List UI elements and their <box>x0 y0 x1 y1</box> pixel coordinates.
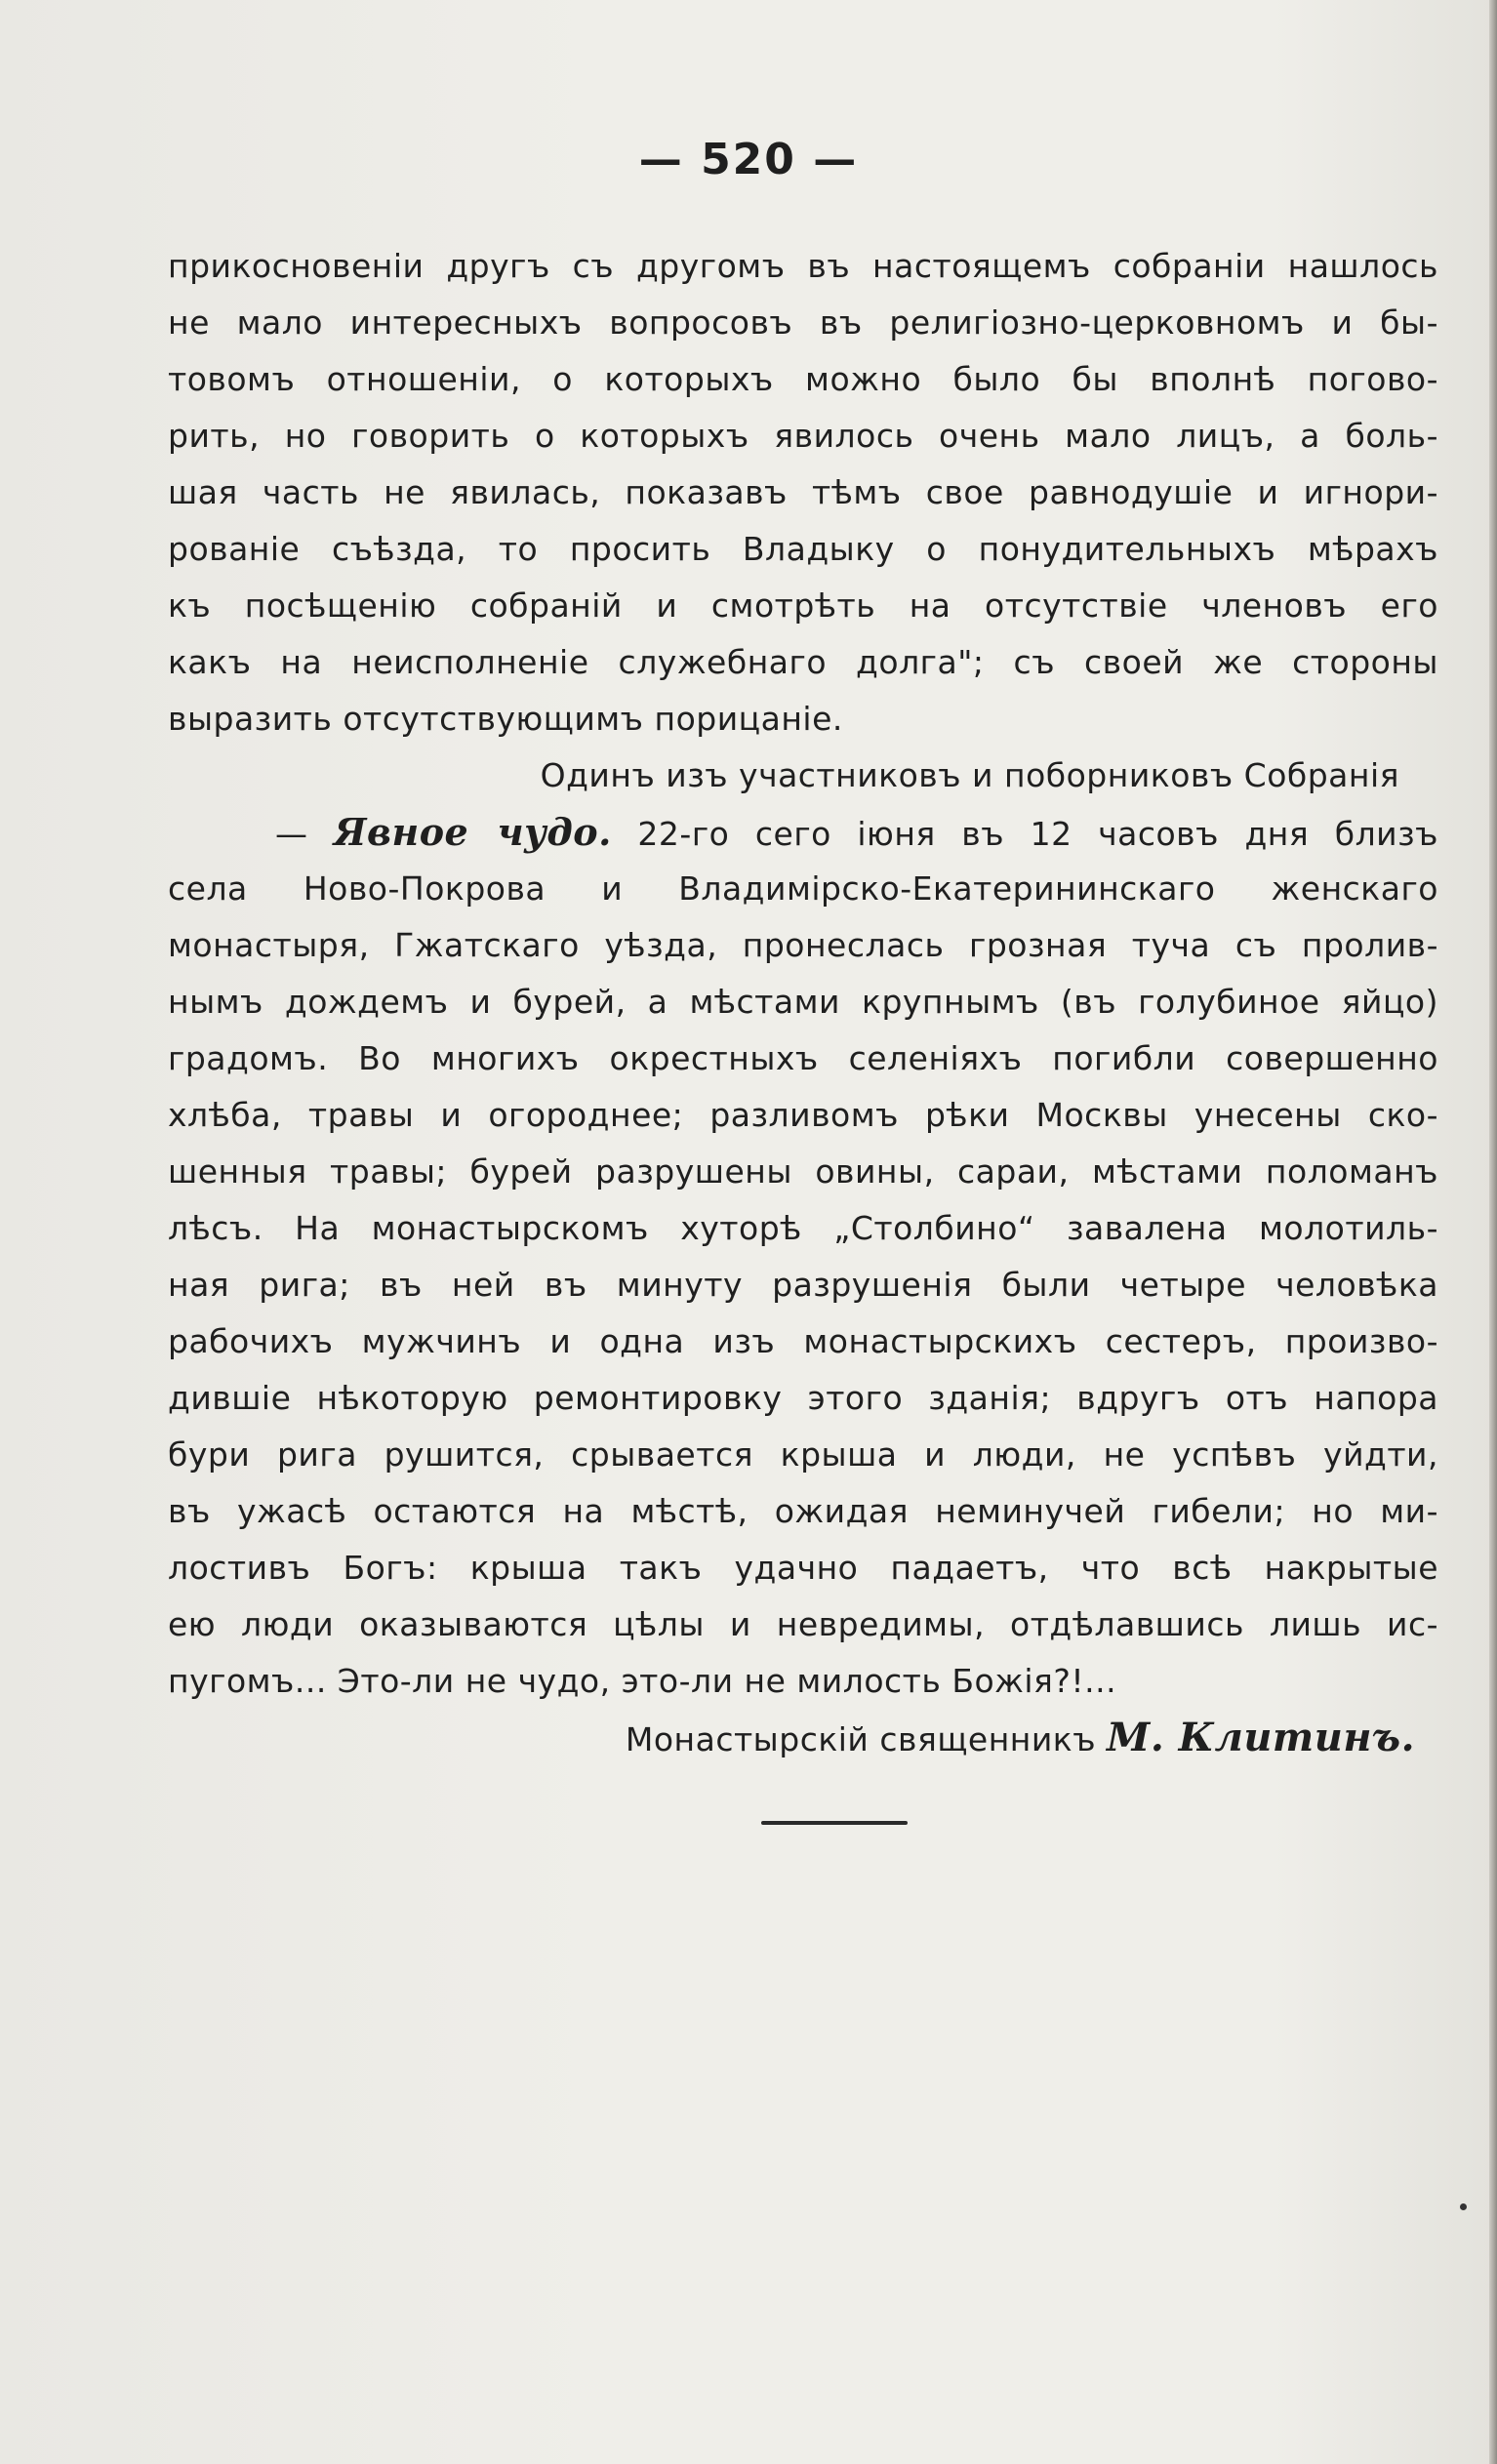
text-line: какъ на неисполненiе служебнаго долга"; съ своей же стороны <box>168 643 1438 681</box>
article-first-line <box>168 804 1438 861</box>
text-line: выразить отсутствующимъ порицанiе. <box>168 700 843 738</box>
text-line: не мало интересныхъ вопросовъ въ религiозно-церковномъ и бы- <box>168 303 1438 342</box>
text-line: рить, но говорить о которыхъ явилось очень мало лицъ, а боль- <box>168 417 1438 455</box>
text-line: товомъ отношенiи, о которыхъ можно было бы вполнѣ погово- <box>168 360 1438 398</box>
text-line: села Ново-Покрова и Владимiрско-Екатерининскаго женскаго <box>168 869 1438 908</box>
text-line: прикосновенiи другъ съ другомъ въ настоящемъ собранiи нашлось <box>168 247 1438 285</box>
margin-dot <box>1460 2203 1467 2210</box>
text-line: бури рига рушится, срывается крыша и люди, не успѣвъ уйдти, <box>168 1435 1438 1474</box>
signature-2-name: М. Клитинъ. <box>1107 1715 1415 1760</box>
text-line: хлѣба, травы и огороднее; разливомъ рѣки Москвы унесены ско- <box>168 1096 1438 1134</box>
text-line: въ ужасѣ остаются на мѣстѣ, ожидая неминучей гибели; но ми- <box>168 1492 1438 1530</box>
text-line: къ посѣщенiю собранiй и смотрѣть на отсутствiе членовъ его <box>168 586 1438 625</box>
text-line: рабочихъ мужчинъ и одна изъ монастырскихъ сестеръ, произво- <box>168 1322 1438 1360</box>
text-line: лостивъ Богъ: крыша такъ удачно падаетъ, что всѣ накрытые <box>168 1549 1438 1587</box>
article-title: Явное чудо. <box>334 810 612 854</box>
text-line: нымъ дождемъ и бурей, а мѣстами крупнымъ (въ голубиное яйцо) <box>168 983 1438 1021</box>
text-line: лѣсъ. На монастырскомъ хуторѣ „Столбино“ завалена молотиль- <box>168 1209 1438 1247</box>
book-spine-edge <box>1489 0 1497 2464</box>
text-line: пугомъ... Это-ли не чудо, это-ли не милость Божiя?!... <box>168 1662 1117 1700</box>
text-line: ею люди оказываются цѣлы и невредимы, отдѣлавшись лишь ис- <box>168 1605 1438 1643</box>
text-line: монастыря, Гжатскаго уѣзда, пронеслась грозная туча съ пролив- <box>168 926 1438 964</box>
paragraph-1 <box>168 238 1438 747</box>
paragraph-2 <box>168 861 1438 1710</box>
text-line: шая часть не явилась, показавъ тѣмъ свое равнодушiе и игнори- <box>168 473 1438 511</box>
signature-block-1 <box>168 747 1438 804</box>
signature-2 <box>168 1710 1438 1766</box>
text-line: рованiе съѣзда, то просить Владыку о понудительныхъ мѣрахъ <box>168 530 1438 568</box>
article-dash: — <box>275 815 308 853</box>
text-line: шенныя травы; бурей разрушены овины, сараи, мѣстами поломанъ <box>168 1152 1438 1191</box>
text-line: дившiе нѣкоторую ремонтировку этого зданiя; вдругъ отъ напора <box>168 1379 1438 1417</box>
text-line: ная рига; въ ней въ минуту разрушенiя были четыре человѣка <box>168 1266 1438 1304</box>
article-block <box>168 804 1438 1766</box>
text-line: градомъ. Во многихъ окрестныхъ селенiяхъ погибли совершенно <box>168 1039 1438 1077</box>
closing-divider <box>761 1821 908 1825</box>
signature-2-prefix: Монастырскiй священникъ <box>625 1720 1097 1758</box>
article-first-line-text: 22-го сего iюня въ 12 часовъ дня близъ <box>637 815 1438 853</box>
page-number: — 520 — <box>638 135 859 184</box>
signature-1: Одинъ изъ участниковъ и поборниковъ Собранiя <box>540 756 1399 794</box>
